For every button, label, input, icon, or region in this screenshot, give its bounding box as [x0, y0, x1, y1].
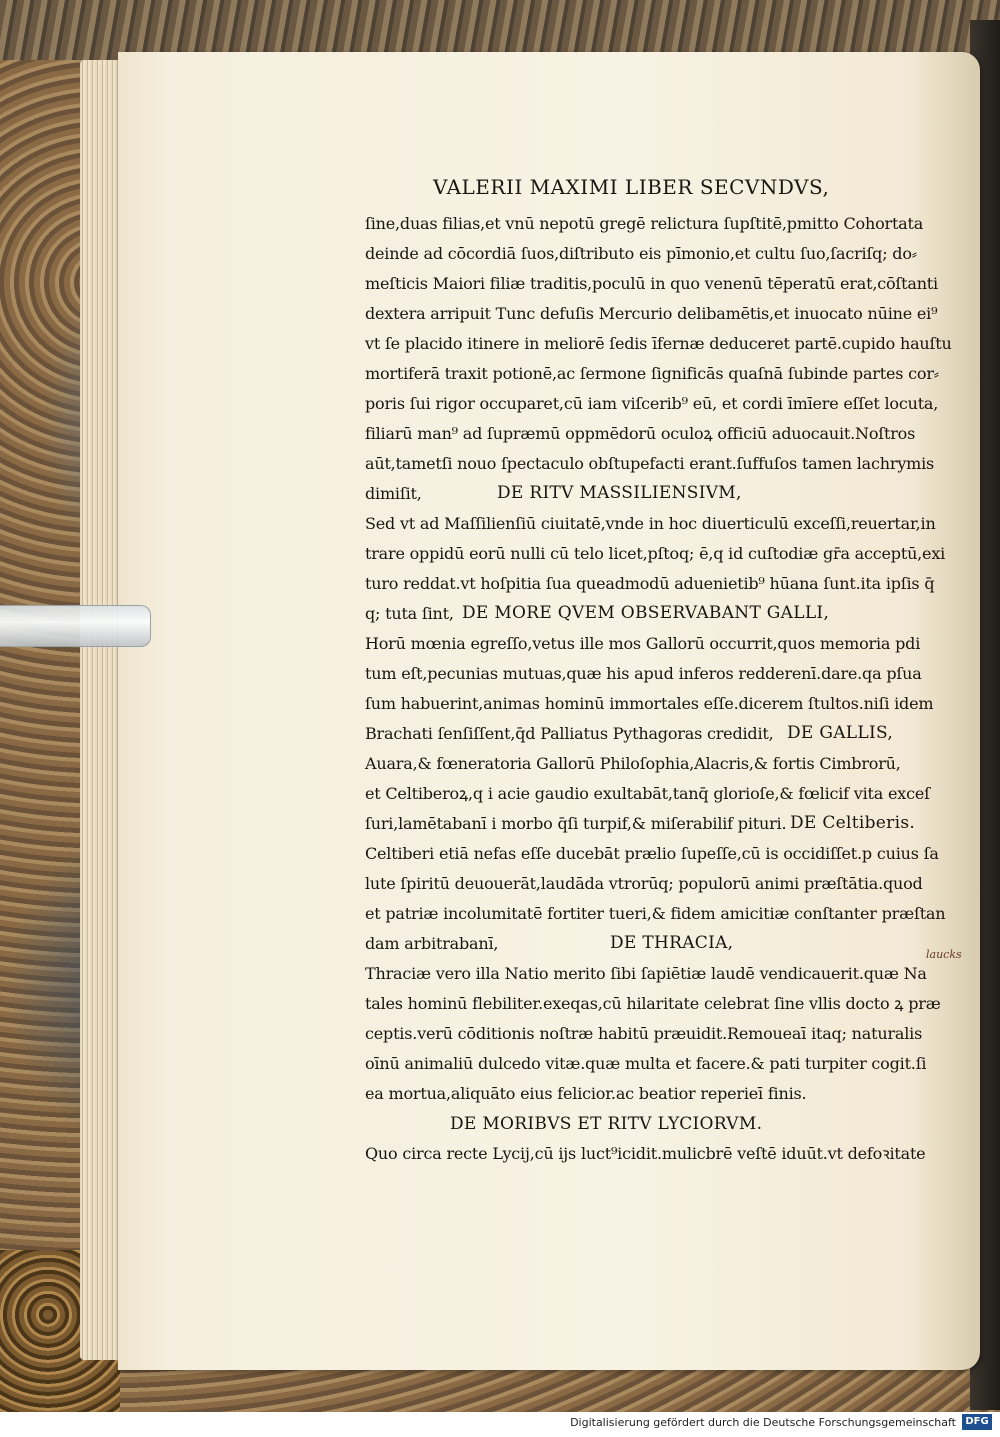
text-line: turo reddat.vt hoſpitia ſua queadmodū aduenietib⁹ hūana ſunt.ita ipſis q̄	[365, 574, 935, 593]
text-line: Brachati ſenſiſſent,q̄d Palliatus Pythagoras credidit,	[365, 724, 774, 743]
text-line: ceptis.verū cōditionis noſtræ habitū præuidit.Remoueaī itaq; naturalis	[365, 1024, 923, 1043]
text-line: dextera arripuit Tunc defuſis Mercurio delibamētis,et inuocato nūine ei⁹	[365, 304, 938, 323]
cover-top-edge	[0, 0, 1000, 60]
text-line: ea mortua,aliquāto eius felicior.ac beatior reperieī finis.	[365, 1084, 807, 1103]
text-line: filiarū man⁹ ad ſupræmū oppmēdorū oculoꝝ officiū aduocauit.Noſtros	[365, 424, 916, 443]
section-heading: DE Celtiberis.	[790, 813, 916, 833]
text-line: poris ſui rigor occuparet,cū iam viſcerib⁹ eū, et cordi īmīere eſſet locuta,	[365, 394, 939, 413]
footer-credit: Digitalisierung gefördert durch die Deutsche Forschungsgemeinschaft	[570, 1416, 956, 1429]
text-line: et patriæ incolumitatē fortiter tueri,& fidem amicitiæ conſtanter præſtan	[365, 904, 946, 923]
text-line: Thraciæ vero illa Natio merito ſibi ſapiētiæ laudē vendicauerit.quæ Na	[365, 964, 927, 983]
text-line: dimiſit,	[365, 484, 422, 503]
text-line: ſine,duas filias,et vnū nepotū gregē relictura ſupſtitē,pmitto Cohortata	[365, 214, 924, 233]
text-line: et Celtiberoꝝ,q i acie gaudio exultabāt,tanq̄ glorioſe,& fœlicif vita exceſ	[365, 784, 930, 803]
text-line: mortiferā traxit potionē,ac ſermone ſignificās quaſnā ſubinde partes cor⸗	[365, 364, 939, 383]
text-line: meſticis Maiori filiæ traditis,poculū in quo venenū tēperatū erat,cōſtanti	[365, 274, 938, 293]
section-heading: DE MORIBVS ET RITV LYCIORVM.	[450, 1114, 763, 1134]
text-line: aūt,tametſi nouo ſpectaculo obſtupefacti erant.ſuffuſos tamen lachrymis	[365, 454, 935, 473]
text-line: dam arbitrabanī,	[365, 934, 499, 953]
text-line: tum eſt,pecunias mutuas,quæ his apud inferos redderenī.dare.qa pſua	[365, 664, 922, 683]
text-line: Horū mœnia egreſſo,vetus ille mos Gallorū occurrit,quos memoria pdi	[365, 634, 921, 653]
dfg-logo: DFG	[962, 1414, 992, 1430]
text-line: vt ſe placido itinere in meliorē ſedis īfernæ deduceret partē.cupido hauſtu	[365, 334, 952, 353]
text-line: deinde ad cōcordiā ſuos,diſtributo eis pīmonio,et cultu ſuo,ſacriſq; do⸗	[365, 244, 917, 263]
section-heading: DE THRACIA,	[610, 933, 734, 953]
text-line: tales hominū flebiliter.exeqas,cū hilaritate celebrat ſine vllis docto ꝝ præ	[365, 994, 941, 1013]
text-line: Celtiberi etiā nefas eſſe ducebāt prælio ſupeſſe,cū is occidiſſet.p cuius ſa	[365, 844, 939, 863]
margin-note: laucks	[926, 948, 962, 961]
section-heading: DE RITV MASSILIENSIVM,	[497, 483, 742, 503]
text-line: oīnū animaliū dulcedo vitæ.quæ multa et facere.& pati turpiter cogit.ſi	[365, 1054, 927, 1073]
section-heading: DE MORE QVEM OBSERVABANT GALLI,	[462, 603, 830, 623]
running-head: VALERII MAXIMI LIBER SECVNDVS,	[433, 175, 830, 199]
text-line: Quo circa recte Lycij,cū ijs luct⁹icidit.mulicbrē veſtē iduūt.vt defoꝛitate	[365, 1144, 926, 1163]
page-edges	[80, 60, 120, 1360]
text-line: ſum habuerint,animas hominū immortales eſſe.dicerem ſtultos.niſi idem	[365, 694, 934, 713]
text-line: lute ſpiritū deuouerāt,laudāda vtrorūq; populorū animi præſtātia.quod	[365, 874, 923, 893]
page-clip	[0, 605, 151, 647]
text-line: ſuri,lamētabanī i morbo q̄ſi turpif,& miſerabilif pituri.	[365, 814, 787, 833]
text-line: Auara,& fœneratoria Gallorū Philoſophia,Alacris,& fortis Cimbrorū,	[365, 754, 901, 773]
text-line: trare oppidū eorū nulli cū telo licet,pſtoq; ē,q id cuſtodiæ gr̄a acceptū,exi	[365, 544, 946, 563]
section-heading: DE GALLIS,	[787, 723, 894, 743]
text-line: q; tuta ſint,	[365, 604, 454, 623]
text-line: Sed vt ad Maſſilienſiū ciuitatē,vnde in hoc diuerticulū exceſſi,reuertar,in	[365, 514, 936, 533]
